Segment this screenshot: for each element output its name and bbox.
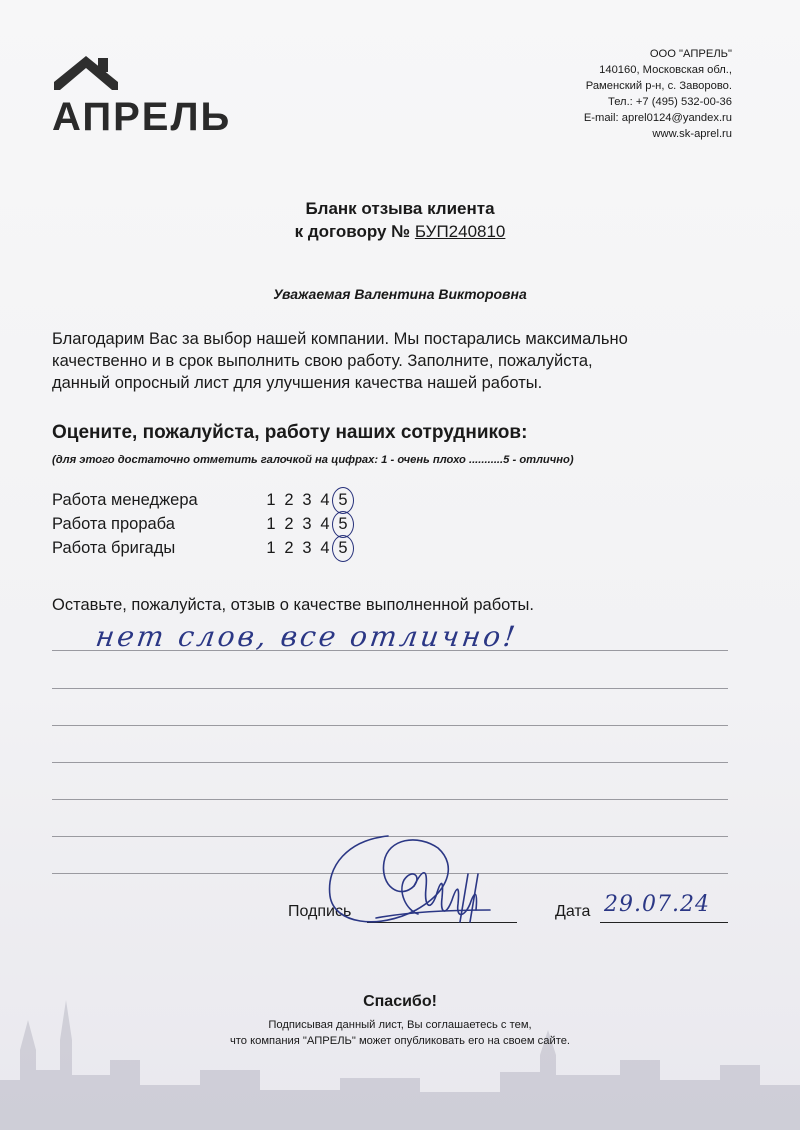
house-roof-icon [52, 50, 122, 90]
form-title-line1: Бланк отзыва клиента [305, 199, 495, 218]
rating-option-2[interactable]: 2 [284, 491, 294, 509]
rating-option-1[interactable]: 1 [266, 539, 276, 557]
company-name: ООО "АПРЕЛЬ" [649, 48, 732, 60]
review-handwritten-text[interactable]: нет слов, все отлично! [93, 620, 520, 653]
company-email: E-mail: aprel0124@yandex.ru [583, 112, 732, 124]
rating-label: Работа бригады [52, 539, 176, 557]
greeting: Уважаемая Валентина Викторовна [273, 286, 527, 302]
intro-line: данный опросный лист для улучшения качества нашей работы. [52, 374, 543, 392]
rating-option-5[interactable]: 5 [336, 512, 350, 536]
company-website: www.sk-aprel.ru [652, 128, 732, 140]
rating-option-1[interactable]: 1 [266, 515, 276, 533]
rating-label: Работа прораба [52, 515, 175, 533]
rating-option-4[interactable]: 4 [320, 491, 330, 509]
logo-wordmark: АПРЕЛЬ [52, 95, 232, 139]
rating-title: Оцените, пожалуйста, работу наших сотрудников: [52, 422, 528, 443]
handwritten-signature[interactable] [318, 826, 518, 936]
rating-hint: (для этого достаточно отметить галочкой на цифрах: 1 - очень плохо ...........5 - отлично) [52, 454, 574, 466]
rating-option-5[interactable]: 5 [336, 536, 350, 560]
company-details [584, 46, 732, 142]
company-logo [52, 50, 252, 140]
form-title-line2 [0, 220, 800, 243]
rating-option-1[interactable]: 1 [266, 491, 276, 509]
company-address-line2: Раменский р-н, с. Заворово. [585, 80, 732, 92]
date-line [600, 922, 728, 923]
review-prompt: Оставьте, пожалуйста, отзыв о качестве выполненной работы. [52, 596, 534, 614]
publication-notice [0, 1017, 800, 1049]
notice-line: Подписывая данный лист, Вы соглашаетесь с тем, [268, 1019, 532, 1031]
company-phone: Тел.: +7 (495) 532-00-36 [607, 96, 732, 108]
rating-label: Работа менеджера [52, 491, 198, 509]
review-line [52, 725, 728, 726]
contract-prefix: к договору № [294, 222, 415, 241]
rating-option-3[interactable]: 3 [302, 491, 312, 509]
rating-option-3[interactable]: 3 [302, 515, 312, 533]
intro-line: Благодарим Вас за выбор нашей компании. Мы постарались максимально [52, 330, 628, 348]
rating-option-5[interactable]: 5 [336, 488, 350, 512]
intro-text [52, 328, 752, 394]
contract-number: БУП240810 [414, 222, 506, 241]
review-line [52, 762, 728, 763]
rating-option-3[interactable]: 3 [302, 539, 312, 557]
review-line [52, 688, 728, 689]
form-title [0, 197, 800, 243]
company-address-line1: 140160, Московская обл., [599, 64, 732, 76]
rating-option-2[interactable]: 2 [284, 515, 294, 533]
intro-line: качественно и в срок выполнить свою работу. Заполните, пожалуйста, [52, 352, 593, 370]
signature-label: Подпись [288, 903, 352, 920]
date-handwritten[interactable]: 29.07.24 [604, 892, 710, 917]
rating-option-4[interactable]: 4 [320, 539, 330, 557]
rating-option-4[interactable]: 4 [320, 515, 330, 533]
review-line [52, 799, 728, 800]
thanks-heading: Спасибо! [363, 993, 437, 1010]
date-label: Дата [555, 903, 591, 920]
rating-option-2[interactable]: 2 [284, 539, 294, 557]
notice-line: что компания "АПРЕЛЬ" может опубликовать его на своем сайте. [229, 1035, 571, 1047]
